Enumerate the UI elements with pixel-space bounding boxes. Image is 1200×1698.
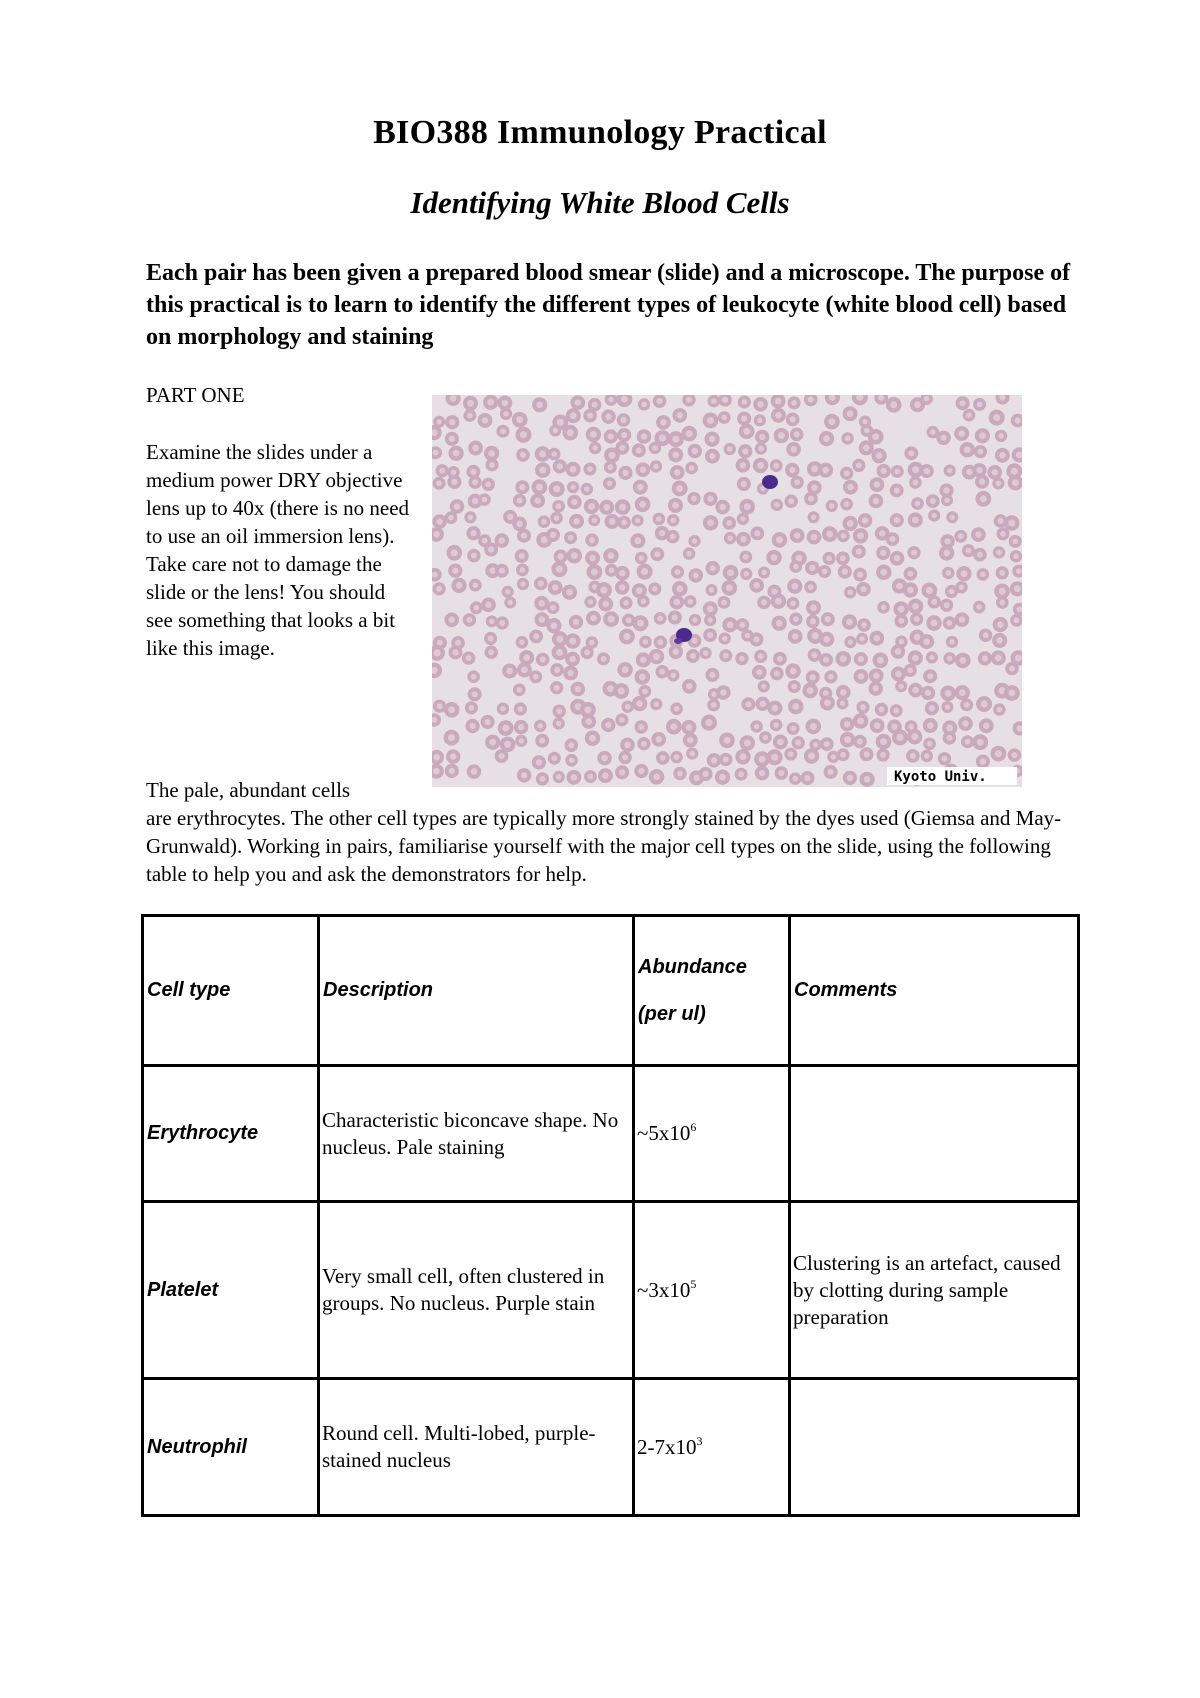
cell-type-name: Neutrophil (143, 1379, 319, 1516)
cell-comments (790, 1066, 1079, 1202)
cell-description: Characteristic biconcave shape. No nucleus. Pale staining (319, 1066, 634, 1202)
document-title: BIO388 Immunology Practical (373, 114, 827, 151)
cell-description: Very small cell, often clustered in groups. No nucleus. Purple stain (319, 1202, 634, 1379)
image-credit: Kyoto Univ. (894, 769, 987, 785)
header-cell-type: Cell type (143, 916, 319, 1066)
cell-abundance: $\sim 5x10^6$ (634, 1066, 790, 1202)
table-row (143, 1066, 1079, 1202)
cell-abundance: $\sim 3x10^5$ (634, 1202, 790, 1379)
header-comments: Comments (790, 916, 1079, 1066)
instructions-paragraph: Examine the slides under a medium power DRY objective lens up to 40x (there is no need to use an oil immersion lens). Take care not to damage the slide or the lens! You should see something that looks a bit like this image. (146, 440, 410, 660)
table-row (143, 1202, 1079, 1379)
header-abundance-line2: (per ul) (638, 1002, 706, 1025)
header-abundance-line1: Abundance (638, 955, 747, 978)
part-one-heading: PART ONE (146, 383, 245, 407)
leukocyte-upper (762, 475, 778, 489)
pale-cells-text: The pale, abundant cells (146, 778, 351, 802)
cell-type-name: Platelet (143, 1202, 319, 1379)
intro-paragraph: Each pair has been given a prepared blood smear (slide) and a microscope. The purpose of this practical is to learn to identify the different types of leukocyte (white blood cell) based on morphology and staining (146, 260, 1071, 350)
cell-abundance: $2-7x10^3$ (634, 1379, 790, 1516)
header-description: Description (319, 916, 634, 1066)
table-row (143, 1379, 1079, 1516)
cell-types-table (141, 914, 1080, 1517)
cell-comments: Clustering is an artefact, caused by clotting during sample preparation (790, 1202, 1079, 1379)
blood-smear-image (432, 395, 1022, 787)
cell-comments (790, 1379, 1079, 1516)
cell-type-name: Erythrocyte (143, 1066, 319, 1202)
erythrocyte-cells (432, 395, 1022, 787)
continuation-paragraph: are erythrocytes. The other cell types are typically more strongly stained by the dyes used (Giemsa and May-Grunwald). Working in pairs, familiarise yourself with the major cell types on the slide, using the following table to help you and ask the demonstrators for help. (146, 806, 1062, 886)
cell-description: Round cell. Multi-lobed, purple-stained nucleus (319, 1379, 634, 1516)
header-abundance (634, 916, 790, 1066)
table-header-row (143, 916, 1079, 1066)
document-subtitle: Identifying White Blood Cells (410, 185, 790, 220)
